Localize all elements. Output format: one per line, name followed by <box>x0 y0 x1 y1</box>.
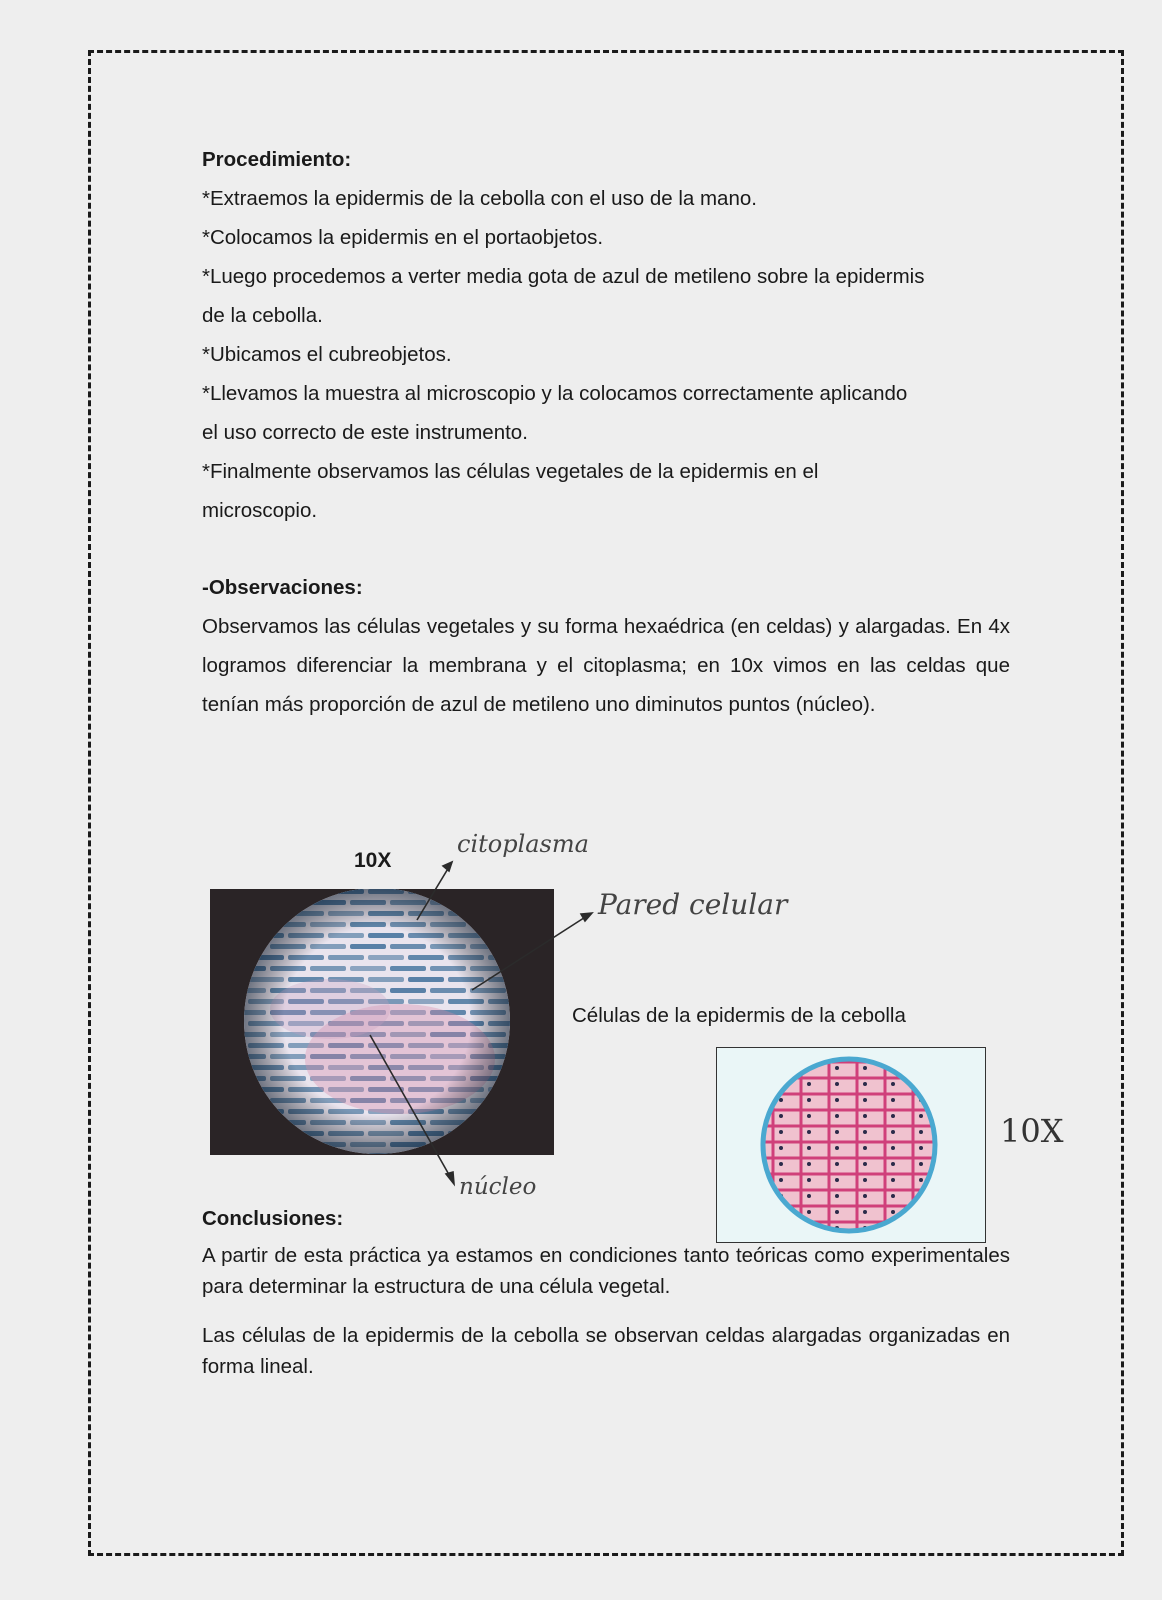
figure-caption: Células de la epidermis de la cebolla <box>572 1004 906 1027</box>
annotation-citoplasma: citoplasma <box>457 830 589 858</box>
procedure-line: *Extraemos la epidermis de la cebolla con el uso de la mano. <box>202 187 757 210</box>
conclusions-paragraph: Las células de la epidermis de la cebolla se observan celdas alargadas organizadas en forma lineal. <box>202 1324 1010 1378</box>
procedure-line: *Colocamos la epidermis en el portaobjetos. <box>202 226 604 249</box>
procedure-line: de la cebolla. <box>202 304 323 327</box>
procedure-line: microscopio. <box>202 499 318 522</box>
conclusions-paragraph: A partir de esta práctica ya estamos en condiciones tanto teóricas como experimentales para determinar la estructura de una célula vegetal. <box>202 1244 1010 1298</box>
sketch-magnification-label: 10X <box>1000 1112 1064 1150</box>
observations-heading: -Observaciones: <box>202 576 363 599</box>
annotation-nucleo: núcleo <box>459 1174 537 1200</box>
procedure-line: *Luego procedemos a verter media gota de azul de metileno sobre la epidermis <box>202 265 925 288</box>
procedure-line: el uso correcto de este instrumento. <box>202 421 528 444</box>
procedure-line: *Finalmente observamos las células vegetales de la epidermis en el <box>202 460 819 483</box>
annotation-pared-celular: Pared celular <box>598 888 788 921</box>
magnification-label: 10X <box>354 849 392 872</box>
conclusions-heading: Conclusiones: <box>202 1207 344 1230</box>
procedure-line: *Ubicamos el cubreobjetos. <box>202 343 452 366</box>
observations-text: Observamos las células vegetales y su forma hexaédrica (en celdas) y alargadas. En 4x logramos diferenciar la membrana y el citoplasma; en 10x vimos en las celdas que tenían más proporción de azul de metileno uno diminutos puntos (núcleo). <box>202 615 1010 716</box>
procedure-line: *Llevamos la muestra al microscopio y la colocamos correctamente aplicando <box>202 382 908 405</box>
procedure-heading: Procedimiento: <box>202 148 352 171</box>
conclusions-section <box>202 1203 1010 1382</box>
